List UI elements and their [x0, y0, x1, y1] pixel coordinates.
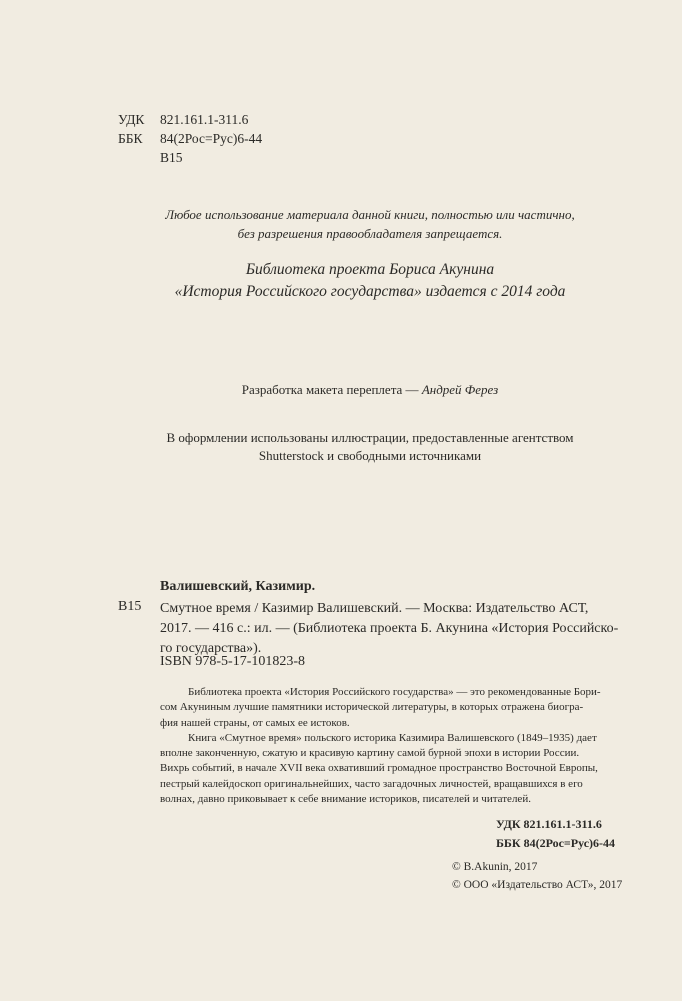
footer-udk: УДК 821.161.1-311.6 — [496, 817, 602, 831]
annotation-line: Библиотека проекта «История Российского государства» — это рекомендованные Бори- — [188, 686, 601, 698]
catalog-line: Смутное время / Казимир Валишевский. — Москва: Издательство АСТ, — [160, 601, 589, 616]
author-mark: В15 — [160, 150, 183, 165]
copyright-notice-line: без разрешения правообладателя запрещается. — [237, 226, 503, 241]
cover-design-prefix: Разработка макета переплета — — [241, 382, 422, 397]
catalog-line: 2017. — 416 с.: ил. — (Библиотека проекта Б. Акунина «История Российско- — [160, 621, 619, 636]
illustrations-credit — [120, 429, 620, 465]
annotation-line: пестрый калейдоскоп оригинальнейших, часто загадочных личностей, вращавшихся в его — [160, 777, 583, 790]
catalog-description — [160, 599, 630, 659]
series-line: Библиотека проекта Бориса Акунина — [245, 261, 495, 278]
catalog-code: В15 — [118, 599, 142, 614]
copyright-line: © ООО «Издательство АСТ», 2017 — [452, 879, 623, 891]
udk-label: УДК — [118, 112, 145, 127]
footer-classification — [496, 815, 615, 853]
copyright-notice-line: Любое использование материала данной книги, полностью или частично, — [165, 207, 575, 222]
illustrations-line: В оформлении использованы иллюстрации, предоставленные агентством — [166, 430, 574, 445]
udk-value: 821.161.1-311.6 — [160, 112, 249, 127]
series-line: «История Российского государства» издается с 2014 года — [174, 283, 566, 300]
series-info — [120, 259, 620, 303]
illustrations-line: Shutterstock и свободными источниками — [258, 448, 482, 463]
annotation — [160, 685, 630, 807]
copyright-line: © B.Akunin, 2017 — [452, 861, 538, 873]
cover-designer: Андрей Ферез — [421, 382, 499, 397]
catalog-line: го государства»). — [160, 641, 262, 656]
isbn: ISBN 978-5-17-101823-8 — [160, 654, 306, 669]
annotation-line: Вихрь событий, в начале XVII века охвативший громадное пространство Восточной Европы, — [160, 762, 598, 775]
copyright-block — [452, 858, 622, 894]
annotation-line: Книга «Смутное время» польского историка Казимира Валишевского (1849–1935) дает — [188, 731, 597, 744]
annotation-line: сом Акуниным лучшие памятники исторической литературы, в которых отражена биогра- — [160, 701, 584, 714]
copyright-notice — [120, 205, 620, 243]
cover-design-credit — [120, 382, 620, 398]
bbk-label: ББК — [118, 131, 143, 146]
annotation-line: вполне законченную, сжатую и красивую картину самой бурной эпохи в истории России. — [160, 747, 580, 760]
annotation-line: волнах, давно приковывает к себе внимание историков, писателей и читателей. — [160, 793, 531, 806]
annotation-line: фия нашей страны, от самых ее истоков. — [160, 716, 350, 729]
footer-bbk: ББК 84(2Рос=Рус)6-44 — [496, 836, 616, 850]
catalog-author: Валишевский, Казимир. — [160, 579, 316, 594]
bbk-value: 84(2Рос=Рус)6-44 — [160, 131, 263, 146]
